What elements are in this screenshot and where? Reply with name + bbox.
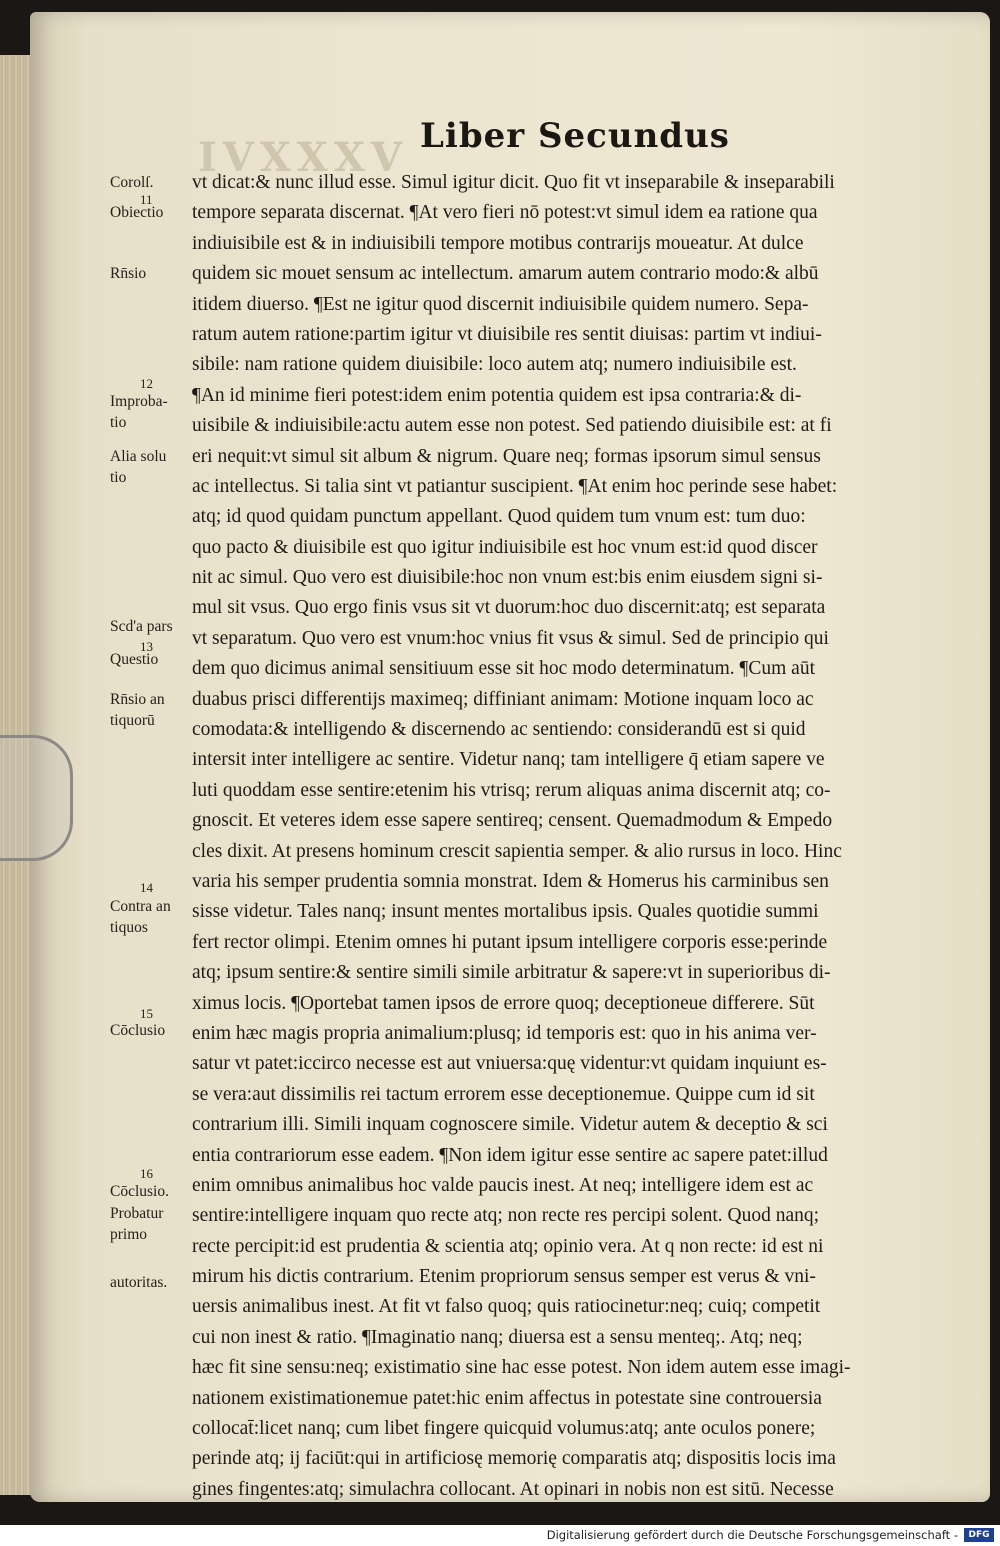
text-line: recte percipit:id est prudentia & scientia atq; opinio vera. At q non recte: id est ni [192,1235,824,1257]
margin-note-number: 16 [140,1166,153,1182]
text-line: vt separatum. Quo vero est vnum:hoc vnius fit vsus & simul. Sed de principio qui [192,627,829,649]
text-line: quidem sic mouet sensum ac intellectum. amarum autem contrario modo:& albū [192,263,819,285]
text-line: itidem diuerso. ¶Est ne igitur quod discernit indiuisibile quidem numero. Sepa- [192,293,809,315]
margin-note: tiquorū [110,712,155,730]
margin-note: Probatur [110,1204,164,1222]
text-line: varia his semper prudentia somnia monstrat. Idem & Homerus his carminibus sen [192,870,829,892]
text-line: luti quoddam esse sentire:etenim his vtrisq; rerum aliquas anima discernit atq; co- [192,779,831,801]
text-line: sisse videtur. Tales nanq; insunt mentes mortalibus ipsis. Quales quotidie summi [192,901,819,923]
text-line: fert rector olimpi. Etenim omnes hi putant ipsum intelligere corporis esse:perinde [192,931,828,953]
text-line: intersit inter intelligere ac sentire. Videtur nanq; tam intelligere q̄ etiam sapere ve [192,749,825,771]
text-line: atq; ipsum sentire:& sentire simili simile arbitratur & sapere:vt in superioribus di- [192,962,831,984]
margin-note: tiquos [110,918,148,936]
text-line: atq; id quod quidam punctum appellant. Quod quidem tum vnum est: tum duo: [192,506,806,528]
text-line: entia contrariorum esse eadem. ¶Non idem igitur esse sentire ac sapere patet:illud [192,1144,828,1166]
text-line: comodata:& intelligendo & discernendo ac sentiendo: considerandū est si quid [192,719,806,741]
margin-note-number: 13 [140,638,153,654]
text-line: cui non inest & ratio. ¶Imaginatio nanq; diuersa est a sensu menteq;. Atq; neq; [192,1326,803,1348]
text-line: eri nequit:vt simul sit album & nigrum. Quare neq; formas ipsorum simul sensus [192,445,821,467]
margin-note: Questio [110,651,159,669]
text-line: mirum his dictis contrarium. Etenim propriorum sensus semper est verus & vni- [192,1266,816,1288]
funding-credit: Digitalisierung gefördert durch die Deutsche Forschungsgemeinschaft - [546,1528,958,1542]
margin-note: Obiectio [110,204,164,222]
text-line: mul sit vsus. Quo ergo finis vsus sit vt duorum:hoc duo discernit:atq; est separata [192,597,826,619]
margin-note: Improba- [110,392,168,410]
page-clip [0,735,73,861]
text-line: quo pacto & diuisibile est quo igitur indiuisibile est hoc vnum est:id quod discer [192,536,818,558]
text-line: dem quo dicimus animal sensitiuum esse sit hoc modo determinatum. ¶Cum aūt [192,658,816,680]
margin-note: Scd'a pars [110,617,173,635]
text-line: uersis animalibus inest. At fit vt falso quoq; quis ratiocinetur:neq; cuiq; competit [192,1296,821,1318]
text-line: ratum autem ratione:partim igitur vt diuisibile res sentit diuisas: partim vt indiui- [192,323,822,345]
margin-note: primo [110,1225,148,1243]
text-line: vt dicat:& nunc illud esse. Simul igitur dicit. Quo fit vt inseparabile & inseparabili [192,172,835,193]
margin-note: Alia solu [110,447,167,465]
margin-note: tio [110,468,127,486]
text-line: ¶An id minime fieri potest:idem enim potentia quidem est ipsa contraria:& di- [192,384,802,406]
text-line: enim omnibus animalibus hoc valde paucis inest. At neq; intelligere idem est ac [192,1174,814,1196]
margin-note: Contra an [110,897,171,915]
text-line: gnoscit. Et veteres idem esse sapere sentireq; censent. Quemadmodum & Empedo [192,810,833,832]
text-line: gines fingentes:atq; simulachra collocant. At opinari in nobis non est sitū. Necesse [192,1478,834,1500]
digitization-footer [0,1525,1000,1546]
margin-note: Cōclusio. [110,1183,169,1201]
margin-note-number: 14 [140,880,153,896]
text-line: uisibile & indiuisibile:actu autem esse non potest. Sed patiendo diuisibile est: at fi [192,415,832,437]
bleed-through-text: IVXXXV [198,134,408,181]
margin-note: autoritas. [110,1274,168,1292]
margin-note: Rn̄sio [110,265,147,283]
running-title: Liber Secundus [420,116,730,156]
text-line: ac intellectus. Si talia sint vt patiantur suscipient. ¶At enim hoc perinde sese habet: [192,475,838,497]
margin-note: Corolſ. [110,174,154,191]
text-line: nit ac simul. Quo vero est diuisibile:hoc non vnum est:bis enim eiusdem signi si- [192,567,823,589]
text-line: se vera:aut dissimilis rei tactum errorem esse deceptionemue. Quippe cum id sit [192,1083,815,1105]
text-line: sibile: nam ratione quidem diuisibile: loco autem atq; numero indiuisibile est. [192,354,797,376]
text-line: indiuisibile est & in indiuisibili tempore motibus contrarijs moueatur. At dulce [192,232,804,254]
text-line: hæc fit sine sensu:neq; existimatio sine hac esse potest. Non idem autem esse imagi- [192,1357,851,1379]
text-line: collocat̄:licet nanq; cum libet fingere quicquid volumus:atq; ante oculos ponere; [192,1418,816,1440]
text-line: perinde atq; ij faciūt:qui in artificiosę memorię comparatis atq; dispositis locis ima [192,1448,836,1470]
margin-note-number: 12 [140,375,153,391]
text-line: sentire:intelligere inquam quo recte atq; non recte res percipi solent. Quod nanq; [192,1205,820,1227]
margin-note: Cōclusio [110,1022,166,1040]
text-line: nationem existimationemue patet:hic enim affectus in potestate sine controuersia [192,1387,822,1409]
text-line: contrarium illi. Simili inquam cognoscere simile. Videtur autem & deceptio & sci [192,1114,828,1136]
margin-note: tio [110,414,127,432]
text-line: duabus prisci differentijs maximeq; diffiniant animam: Motione inquam loco ac [192,688,814,710]
dfg-logo: DFG [964,1528,994,1542]
text-line: ximus locis. ¶Oportebat tamen ipsos de errore quoq; deceptioneue differere. Sūt [192,992,815,1014]
text-line: satur vt patet:iccirco necesse est aut vniuersa:quę videntur:vt quidam inquiunt es- [192,1053,827,1075]
body-text [192,168,914,1505]
text-line: tempore separata discernat. ¶At vero fieri nō potest:vt simul idem ea ratione qua [192,202,818,224]
text-line: cles dixit. At presens hominum crescit sapientia semper. & alio rursus in loco. Hinc [192,840,842,862]
margin-note-number: 15 [140,1006,153,1022]
margin-note-number: 11 [140,191,153,207]
text-line: enim hæc magis propria animalium:plusq; id temporis est: quo in his anima ver- [192,1022,817,1044]
margin-note: Rn̄sio an [110,690,165,708]
